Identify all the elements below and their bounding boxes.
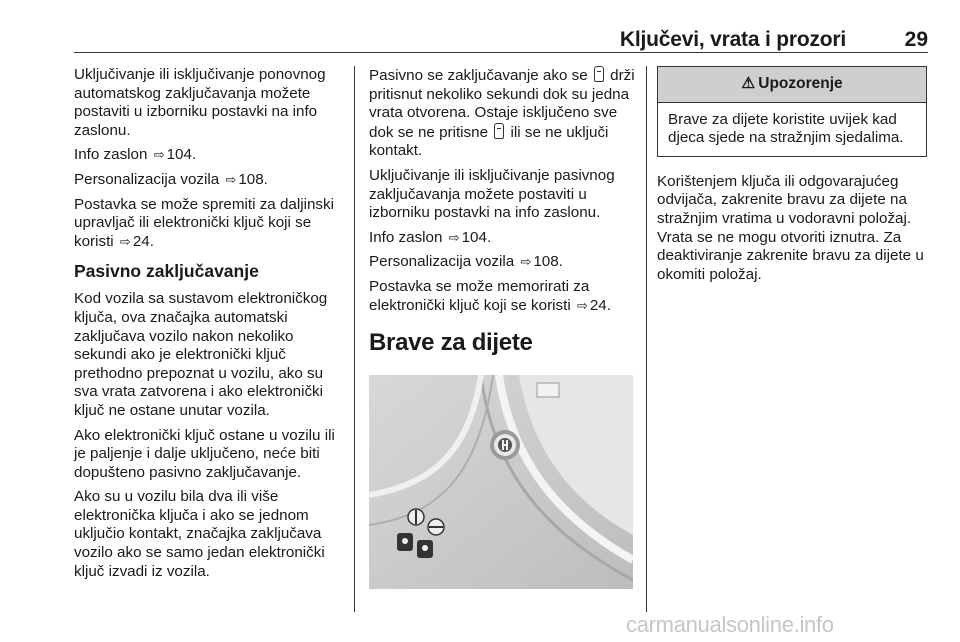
- paragraph-setting-saved: [74, 196, 344, 252]
- section-heading-passive-locking: Pasivno zaključavanje: [74, 261, 259, 282]
- paragraph-multiple-keys: Ako su u vozilu bila dva ili više elektronička ključa i ako se jednom uključio kontakt, značajka zaključava vozilo ako se samo jedan elektronički ključ izvadi iz vozila.: [74, 488, 325, 580]
- warning-triangle-icon: ⚠: [741, 75, 756, 92]
- paragraph-text: Postavka se može memorirati za elektronički ključ koji se koristi: [369, 277, 590, 314]
- warning-header: [658, 67, 926, 103]
- page-arrow-icon: ⇨: [448, 229, 460, 245]
- ref-page: 108.: [533, 253, 563, 271]
- ref-page: 24.: [132, 232, 154, 250]
- unlock-button-icon: [494, 123, 504, 139]
- paragraph-text: Postavka se može spremiti za daljinski upravljač ili elektronički ključ koji se koristi: [74, 195, 334, 250]
- paragraph-passive-disable: [369, 66, 635, 161]
- column-1: [74, 66, 344, 587]
- warning-box: [657, 66, 927, 157]
- ref-page: 108.: [238, 170, 268, 188]
- ref-text: Info zaslon: [369, 228, 443, 246]
- paragraph-text: Pasivno se zaključavanje ako se: [369, 67, 588, 84]
- watermark: carmanualsonline.info: [626, 612, 834, 637]
- ref-page: 24.: [589, 296, 611, 314]
- paragraph-text: drži pritisnut nekoliko sekundi dok su jedna vrata otvorena. Ostaje isključeno sve dok se ne pritisne: [369, 67, 635, 141]
- cross-reference-info-display: [74, 146, 344, 165]
- section-heading-child-locks: Brave za dijete: [369, 329, 533, 357]
- page-number: 29: [904, 28, 928, 51]
- ref-text: Info zaslon: [74, 146, 148, 164]
- cross-reference-info-display: [369, 229, 635, 248]
- column-3: [657, 66, 929, 290]
- cross-reference-personalization: [369, 253, 635, 272]
- column-2: [369, 66, 635, 595]
- page-header-title: Ključevi, vrata i prozori: [619, 28, 846, 51]
- paragraph-key-left-inside: Ako elektronički ključ ostane u vozilu ili je paljenje i dalje uključeno, neće biti dopušteno pasivno zaključavanje.: [74, 426, 335, 481]
- page-arrow-icon: ⇨: [520, 254, 532, 270]
- paragraph-passive-setting: Uključivanje ili isključivanje pasivnog zaključavanja možete postaviti u izborniku postavki na info zaslonu.: [369, 166, 615, 222]
- paragraph-relock-setting: Uključivanje ili isključivanje ponovnog automatskog zaključavanja možete postaviti u izborniku postavki na info zaslonu.: [74, 66, 326, 139]
- header-rule: [74, 52, 928, 53]
- ref-page: 104.: [166, 146, 197, 164]
- paragraph-setting-memorized: [369, 278, 635, 315]
- paragraph-text: ili se ne uključi kontakt.: [369, 123, 609, 160]
- page-arrow-icon: ⇨: [225, 171, 237, 187]
- lock-button-icon: [594, 66, 604, 82]
- child-lock-illustration: [369, 375, 633, 589]
- page-arrow-icon: ⇨: [576, 297, 588, 313]
- page-arrow-icon: ⇨: [119, 233, 131, 249]
- paragraph-passive-locking-intro: Kod vozila sa sustavom elektroničkog ključa, ova značajka automatski zaključava vozilo nakon nekoliko sekundi ako je elektronički ključ prethodno prepoznat u vozilu, ako su sva vrata zatvorena i ako elektronički ključ ne ostane unutar vozila.: [74, 290, 328, 419]
- warning-text: Brave za dijete koristite uvijek kad djeca sjede na stražnjim sjedalima.: [668, 110, 904, 147]
- ref-text: Personalizacija vozila: [369, 253, 515, 271]
- page-arrow-icon: ⇨: [153, 147, 165, 163]
- cross-reference-personalization: [74, 171, 344, 190]
- column-divider-left: [354, 66, 355, 612]
- paragraph-child-lock-instructions: Korištenjem ključa ili odgovarajućeg odvijača, zakrenite bravu za dijete na stražnjim vratima u vodoravni položaj. Vrata se ne mogu otvoriti iznutra. Za deaktiviranje zakrenite bravu za dijete u okomiti položaj.: [657, 172, 924, 283]
- ref-page: 104.: [461, 228, 492, 246]
- column-divider-right: [646, 66, 647, 612]
- warning-title: Upozorenje: [758, 75, 843, 92]
- ref-text: Personalizacija vozila: [74, 170, 220, 188]
